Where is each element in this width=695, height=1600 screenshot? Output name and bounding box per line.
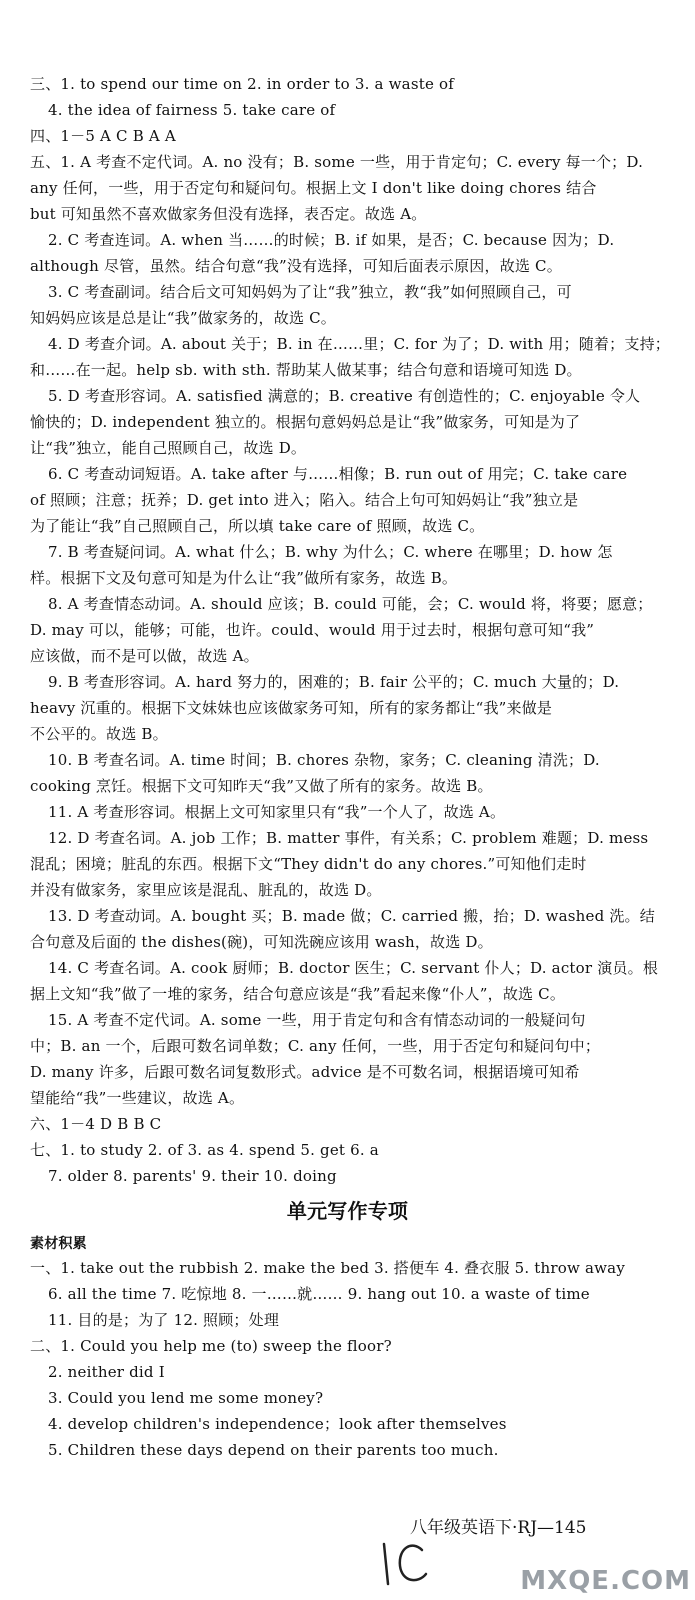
text-line: 应该做，而不是可以做，故选 A。 (30, 647, 259, 665)
text-line: 7. B 考查疑问词。A. what 什么；B. why 为什么；C. where 在哪里；D. how 怎 (48, 543, 613, 561)
text-line: 六、1－4 D B B C (30, 1115, 162, 1133)
text-line: of 照顾；注意；抚养；D. get into 进入；陷入。结合上句可知妈妈让“我”独立是 (30, 491, 579, 509)
subsection-heading: 素材积累 (30, 1236, 87, 1252)
text-line: 2. C 考查连词。A. when 当……的时候；B. if 如果，是否；C. because 因为；D. (48, 231, 615, 249)
text-line: 四、1－5 A C B A A (30, 127, 176, 145)
text-line: but 可知虽然不喜欢做家务但没有选择，表否定。故选 A。 (30, 205, 427, 223)
text-line: D. many 许多，后跟可数名词复数形式。advice 是不可数名词，根据语境可知希 (30, 1063, 580, 1081)
text-line: 9. B 考查形容词。A. hard 努力的，困难的；B. fair 公平的；C. much 大量的；D. (48, 673, 620, 691)
watermark-logo: MXQE.COM (520, 1566, 691, 1596)
text-line: 3. C 考查副词。结合后文可知妈妈为了让“我”独立，教“我”如何照顾自己，可 (48, 283, 572, 301)
text-line: 4. the idea of fairness 5. take care of (48, 101, 336, 119)
text-line: 为了能让“我”自己照顾自己，所以填 take care of 照顾，故选 C。 (30, 517, 485, 535)
text-line: 望能给“我”一些建议，故选 A。 (30, 1089, 245, 1107)
section-title: 单元写作专项 (286, 1199, 409, 1223)
text-line: 13. D 考查动词。A. bought 买；B. made 做；C. carried 搬，抬；D. washed 洗。结 (48, 907, 655, 925)
text-line: 10. B 考查名词。A. time 时间；B. chores 杂物，家务；C. cleaning 清洗；D. (48, 751, 600, 769)
text-line: 15. A 考查不定代词。A. some 一些，用于肯定句和含有情态动词的一般疑问句 (48, 1011, 586, 1029)
text-line: 12. D 考查名词。A. job 工作；B. matter 事件，有关系；C. problem 难题；D. mess (48, 829, 649, 847)
text-line: 让“我”独立，能自己照顾自己，故选 D。 (30, 439, 307, 457)
text-line: 据上文知“我”做了一堆的家务，结合句意应该是“我”看起来像“仆人”，故选 C。 (30, 985, 566, 1003)
text-line: 7. older 8. parents' 9. their 10. doing (48, 1167, 337, 1185)
text-line: 5. Children these days depend on their parents too much. (48, 1441, 499, 1459)
text-line: 合句意及后面的 the dishes(碗)，可知洗碗应该用 wash，故选 D。 (30, 933, 493, 951)
text-line: cooking 烹饪。根据下文可知昨天“我”又做了所有的家务。故选 B。 (30, 777, 493, 795)
text-line: heavy 沉重的。根据下文妹妹也应该做家务可知，所有的家务都让“我”来做是 (30, 699, 553, 717)
text-line: 和……在一起。help sb. with sth. 帮助某人做某事；结合句意和语境可知选 D。 (30, 361, 582, 379)
text-line: 一、1. take out the rubbish 2. make the bed 3. 搭便车 4. 叠衣服 5. throw away (30, 1259, 625, 1277)
text-line: 8. A 考查情态动词。A. should 应该；B. could 可能，会；C. would 将，将要；愿意； (48, 595, 653, 613)
text-line: 中；B. an 一个，后跟可数名词单数；C. any 任何，一些，用于否定句和疑问句中； (30, 1037, 601, 1055)
text-line: 样。根据下文及句意可知是为什么让“我”做所有家务，故选 B。 (30, 569, 458, 587)
text-line: 11. 目的是；为了 12. 照顾；处理 (48, 1311, 280, 1329)
text-line: 3. Could you lend me some money? (48, 1389, 324, 1407)
handwritten-mark (378, 1538, 432, 1590)
text-line: 4. D 考查介词。A. about 关于；B. in 在……里；C. for 为了；D. with 用；随着；支持； (48, 335, 670, 353)
text-line: 6. C 考查动词短语。A. take after 与……相像；B. run out of 用完；C. take care (48, 465, 628, 483)
text-line: 知妈妈应该是总是让“我”做家务的，故选 C。 (30, 309, 336, 327)
page-footer: 八年级英语下·RJ—145 (410, 1518, 587, 1538)
text-line: 三、1. to spend our time on 2. in order to 3. a waste of (30, 75, 454, 93)
text-line: 愉快的；D. independent 独立的。根据句意妈妈总是让“我”做家务，可知是为了 (30, 413, 581, 431)
text-line: 并没有做家务，家里应该是混乱、脏乱的，故选 D。 (30, 881, 382, 899)
text-line: 二、1. Could you help me (to) sweep the floor? (30, 1337, 392, 1355)
text-line: D. may 可以，能够；可能，也许。could、would 用于过去时，根据句意可知“我” (30, 621, 595, 639)
text-line: 五、1. A 考查不定代词。A. no 没有；B. some 一些，用于肯定句；C. every 每一个；D. (30, 153, 644, 171)
text-line: 14. C 考查名词。A. cook 厨师；B. doctor 医生；C. servant 仆人；D. actor 演员。根 (48, 959, 659, 977)
text-line: 混乱；困境；脏乱的东西。根据下文“They didn't do any chores.”可知他们走时 (30, 855, 587, 873)
text-line: 5. D 考查形容词。A. satisfied 满意的；B. creative 有创造性的；C. enjoyable 令人 (48, 387, 641, 405)
text-line: 2. neither did I (48, 1363, 165, 1381)
text-line: 不公平的。故选 B。 (30, 725, 168, 743)
text-line: any 任何，一些，用于否定句和疑问句。根据上文 I don't like doing chores 结合 (30, 179, 597, 197)
text-line: 6. all the time 7. 吃惊地 8. 一……就…… 9. hang out 10. a waste of time (48, 1285, 590, 1303)
text-line: although 尽管，虽然。结合句意“我”没有选择，可知后面表示原因，故选 C。 (30, 257, 562, 275)
text-line: 七、1. to study 2. of 3. as 4. spend 5. get 6. a (30, 1141, 379, 1159)
text-line: 4. develop children's independence；look after themselves (48, 1415, 507, 1433)
text-line: 11. A 考查形容词。根据上文可知家里只有“我”一个人了，故选 A。 (48, 803, 506, 821)
